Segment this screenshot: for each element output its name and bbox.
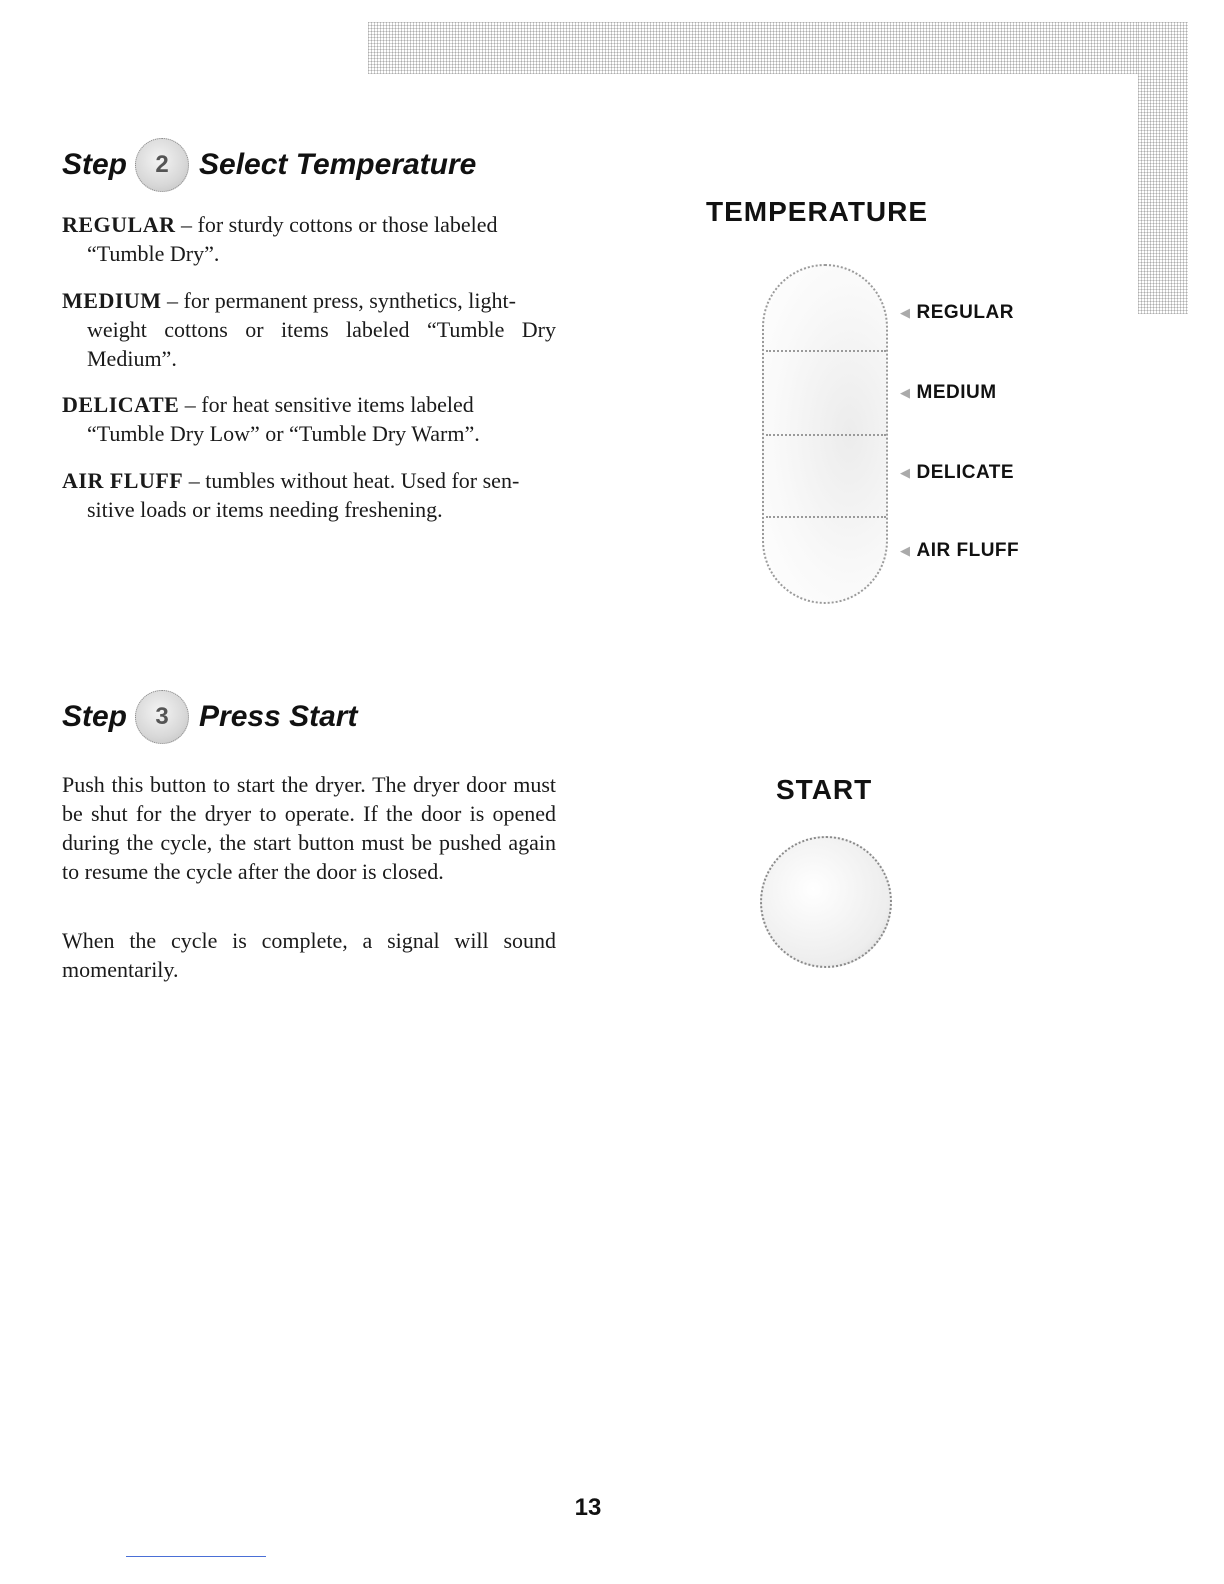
start-panel-title: START	[776, 774, 873, 805]
selector-divider	[766, 350, 886, 352]
selector-divider	[766, 434, 886, 436]
definition-regular	[62, 210, 556, 268]
temperature-panel-title: TEMPERATURE	[706, 196, 929, 227]
step3-word: Step	[62, 700, 128, 733]
step2-word: Step	[62, 148, 128, 181]
definition-text: – for sturdy cottons or those labeled	[175, 212, 498, 237]
cycle-complete-note: When the cycle is complete, a signal will sound momentarily.	[62, 928, 556, 982]
step2-heading	[62, 138, 476, 192]
definition-text: – for permanent press, synthetics, light-	[161, 288, 516, 313]
selector-divider	[766, 516, 886, 518]
step-number-badge-icon: 2	[135, 138, 189, 192]
decorative-side-bar	[1138, 22, 1188, 314]
term-air-fluff: AIR FLUFF	[62, 468, 184, 493]
definition-delicate	[62, 390, 556, 448]
definition-air-fluff	[62, 466, 556, 524]
definition-medium	[62, 286, 556, 373]
step-number-badge-icon: 3	[135, 690, 189, 744]
temp-option-label: DELICATE	[916, 462, 1015, 483]
definition-text: – tumbles without heat. Used for sen-	[183, 468, 520, 493]
definition-text: “Tumble Dry Low” or “Tumble Dry Warm”.	[87, 421, 480, 446]
temp-option-delicate[interactable]	[900, 462, 1014, 484]
temp-option-medium[interactable]	[900, 382, 997, 404]
term-medium: MEDIUM	[62, 288, 162, 313]
temp-option-regular[interactable]	[900, 302, 1014, 324]
definition-text: sitive loads or items needing freshening.	[87, 497, 443, 522]
temp-option-label: REGULAR	[916, 302, 1014, 323]
temp-option-label: MEDIUM	[916, 382, 997, 403]
page-number: 13	[574, 1494, 602, 1521]
footer-rule	[126, 1556, 266, 1557]
indicator-arrow-icon: ◀	[900, 305, 911, 320]
indicator-arrow-icon: ◀	[900, 543, 911, 558]
term-regular: REGULAR	[62, 212, 176, 237]
step3-title: Press Start	[199, 700, 358, 733]
start-button[interactable]	[760, 836, 892, 968]
indicator-arrow-icon: ◀	[900, 465, 911, 480]
definition-text: weight cottons or items labeled “Tumble Dry Medium”.	[87, 317, 556, 371]
definition-text: – for heat sensitive items labeled	[179, 392, 474, 417]
definition-text: “Tumble Dry”.	[87, 241, 220, 266]
decorative-corner-bar	[368, 22, 1188, 74]
temp-option-label: AIR FLUFF	[916, 540, 1020, 561]
term-delicate: DELICATE	[62, 392, 180, 417]
temperature-selector-knob[interactable]	[762, 264, 888, 604]
start-instructions: Push this button to start the dryer. The dryer door must be shut for the dryer to operate. If the door is opened during the cycle, the start button must be pushed again to resume the cycle after the door is closed.	[62, 772, 556, 884]
temp-option-air-fluff[interactable]	[900, 540, 1019, 562]
indicator-arrow-icon: ◀	[900, 385, 911, 400]
step3-heading	[62, 690, 357, 744]
step2-title: Select Temperature	[199, 148, 477, 181]
